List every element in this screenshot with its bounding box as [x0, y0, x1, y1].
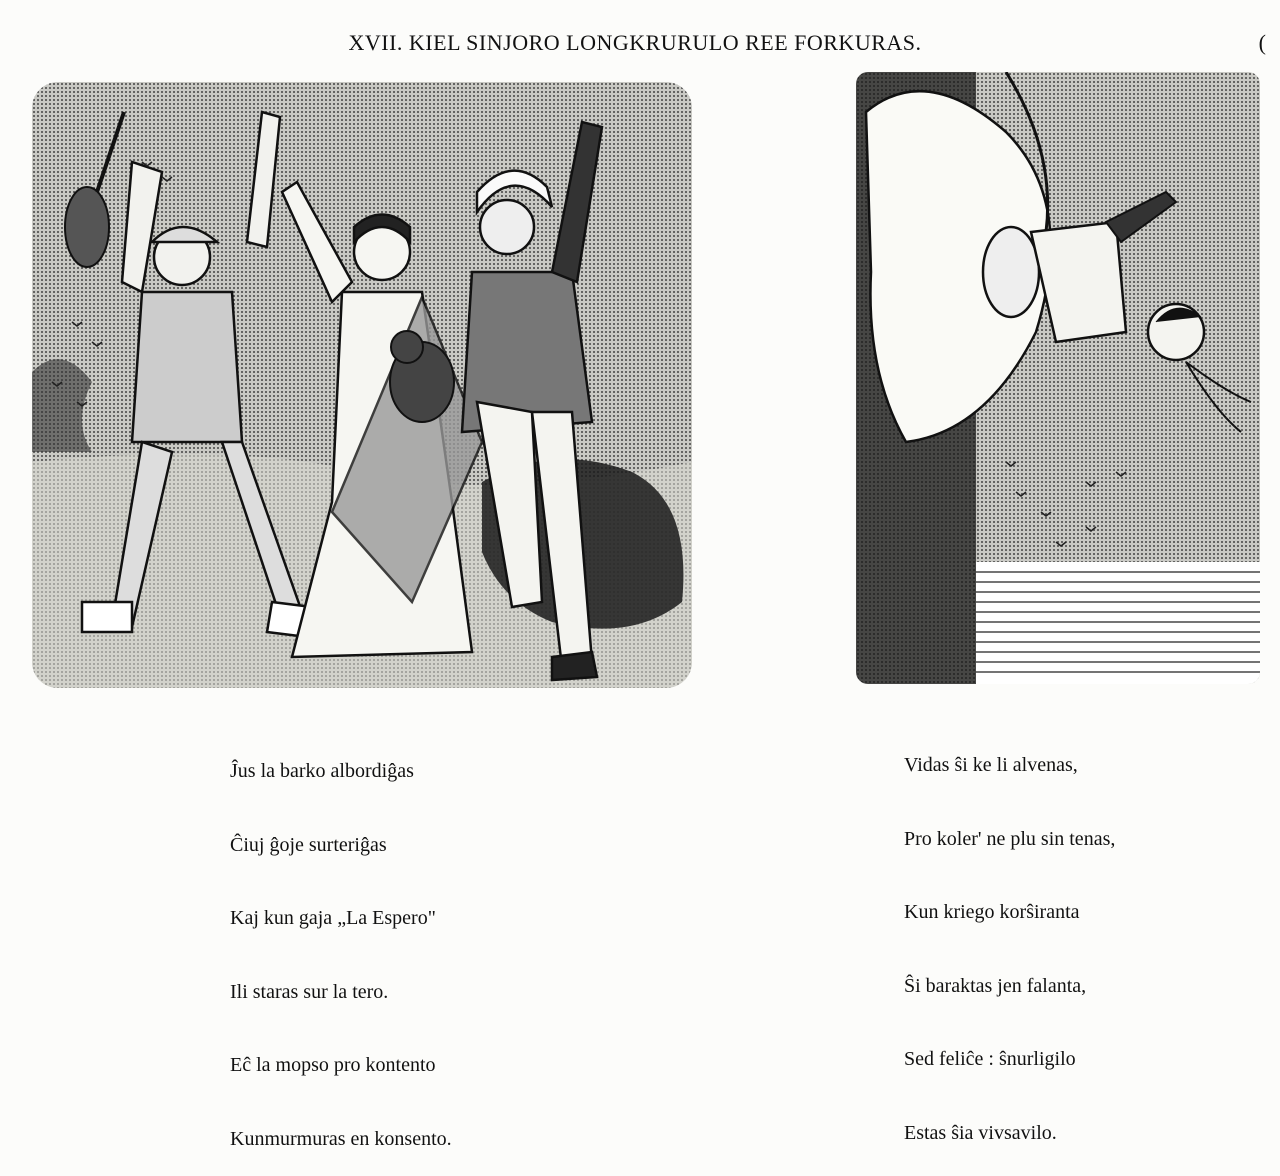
- verse-line: Estas ŝia vivsavilo.: [904, 1121, 1057, 1144]
- verse-line: Kunmurmuras en konsento.: [230, 1127, 452, 1150]
- verse-right: [904, 704, 1115, 1170]
- verse-line: Ili staras sur la tero.: [230, 980, 389, 1003]
- verse-line: Sed feliĉe : ŝnurligilo: [904, 1048, 1076, 1070]
- verse-line: Ĉiuj ĝoje surteriĝas: [230, 833, 387, 856]
- verse-line: Ĵus la barko albordiĝas: [230, 760, 414, 782]
- verse-line: Pro koler' ne plu sin tenas,: [904, 827, 1116, 850]
- verse-line: Eĉ la mopso pro kontento: [230, 1054, 436, 1076]
- illustration-right-drawing: [856, 72, 1260, 684]
- illustration-right: [856, 72, 1260, 684]
- verse-line: Vidas ŝi ke li alvenas,: [904, 754, 1078, 776]
- corner-mark: (: [1258, 30, 1266, 55]
- page-title: XVII. KIEL SINJORO LONGKRURULO REE FORKURAS.: [348, 30, 922, 55]
- verse-line: Kaj kun gaja „La Espero": [230, 907, 436, 929]
- verse-line: Ŝi baraktas jen falanta,: [904, 974, 1087, 997]
- verse-line: Kun kriego korŝiranta: [904, 901, 1080, 923]
- illustration-left-drawing: [32, 82, 692, 688]
- illustration-left: [32, 82, 692, 688]
- verse-left: [230, 710, 452, 1176]
